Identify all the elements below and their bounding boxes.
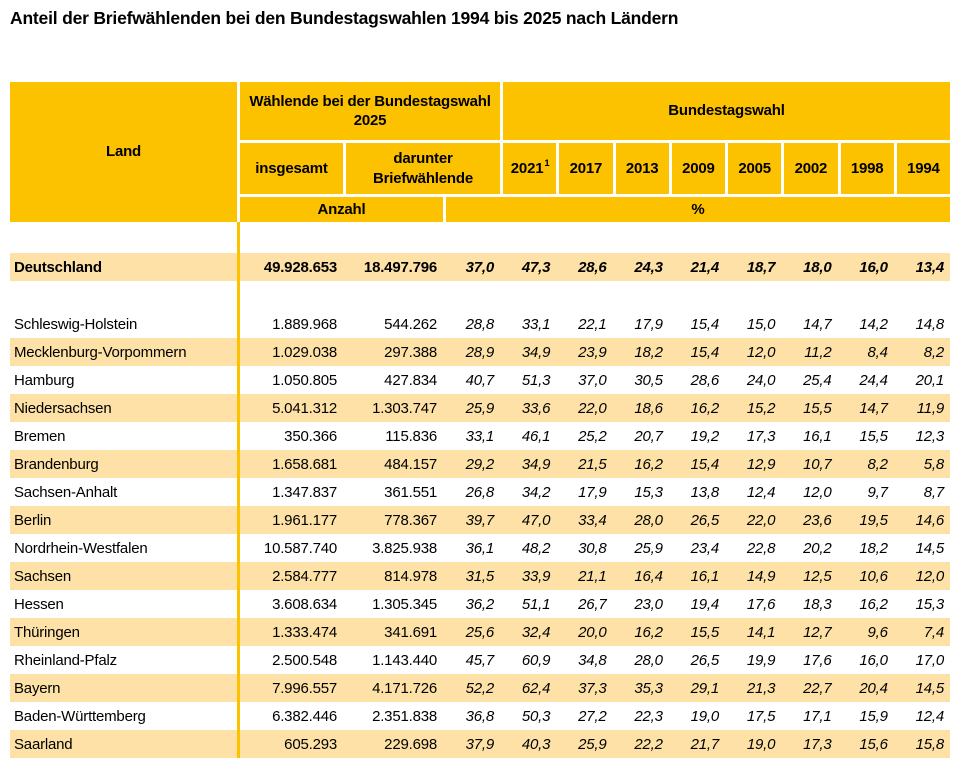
- land-cell: Berlin: [14, 511, 52, 529]
- share-2021-cell: 47,3: [521, 258, 551, 276]
- share-2002-cell: 18,0: [803, 258, 832, 276]
- share-2005-cell: 17,3: [746, 427, 776, 445]
- share-2013-cell: 15,3: [634, 483, 663, 501]
- total-voters-cell: 3.608.634: [272, 595, 337, 613]
- year-label: 2009: [682, 159, 715, 177]
- share-2002-cell: 12,0: [803, 483, 832, 501]
- share-2013-cell: 16,2: [634, 455, 663, 473]
- share-2005-cell: 17,5: [746, 707, 776, 725]
- state-row: [10, 450, 950, 478]
- share-1998-cell: 10,6: [859, 567, 888, 585]
- state-row: [10, 730, 950, 758]
- share-2002-cell: 12,7: [803, 623, 832, 641]
- share-2013-cell: 16,2: [634, 623, 663, 641]
- share-2017-cell: 17,9: [578, 483, 607, 501]
- year-label: 1994: [907, 159, 940, 177]
- state-row: [10, 562, 950, 590]
- share-2013-cell: 25,9: [634, 539, 663, 557]
- share-1994-cell: 20,1: [915, 371, 944, 389]
- year-header-1994: [897, 143, 950, 194]
- share-2021-cell: 60,9: [521, 651, 551, 669]
- state-row: [10, 394, 950, 422]
- share-1994-cell: 7,4: [923, 623, 944, 641]
- share-2005-cell: 12,9: [746, 455, 776, 473]
- share-2021-cell: 62,4: [521, 679, 551, 697]
- share-2009-cell: 16,2: [690, 399, 719, 417]
- postal-share-2025-cell: 40,7: [465, 371, 494, 389]
- share-2005-cell: 22,8: [746, 539, 776, 557]
- share-2002-cell: 17,6: [803, 651, 832, 669]
- year-header-2017: [559, 143, 612, 194]
- share-1998-cell: 15,9: [859, 707, 888, 725]
- share-1998-cell: 8,4: [867, 343, 888, 361]
- land-cell: Rheinland-Pfalz: [14, 651, 117, 669]
- total-voters-cell: 7.996.557: [272, 679, 337, 697]
- share-2013-cell: 35,3: [634, 679, 663, 697]
- state-row: [10, 534, 950, 562]
- postal-share-2025-cell: 26,8: [465, 483, 494, 501]
- postal-share-2025-cell: 33,1: [465, 427, 494, 445]
- state-row: [10, 338, 950, 366]
- state-row: [10, 506, 950, 534]
- share-2002-cell: 14,7: [803, 315, 832, 333]
- share-2021-cell: 40,3: [521, 735, 551, 753]
- state-row: [10, 478, 950, 506]
- share-2002-cell: 18,3: [803, 595, 832, 613]
- postal-share-2025-cell: 25,6: [465, 623, 494, 641]
- share-2005-cell: 19,9: [746, 651, 776, 669]
- total-voters-cell: 1.658.681: [272, 455, 337, 473]
- year-header-2005: [728, 143, 781, 194]
- share-1994-cell: 15,8: [915, 735, 944, 753]
- share-2005-cell: 12,0: [746, 343, 776, 361]
- share-2002-cell: 22,7: [803, 679, 832, 697]
- land-cell: Thüringen: [14, 623, 80, 641]
- land-cell: Bremen: [14, 427, 66, 445]
- postal-voters-cell: 2.351.838: [372, 707, 437, 725]
- postal-share-2025-cell: 45,7: [465, 651, 494, 669]
- share-2009-cell: 21,4: [690, 258, 719, 276]
- share-2002-cell: 17,1: [803, 707, 832, 725]
- share-1994-cell: 12,0: [915, 567, 944, 585]
- total-voters-cell: 350.366: [284, 427, 337, 445]
- share-2002-cell: 20,2: [803, 539, 832, 557]
- share-2013-cell: 18,2: [634, 343, 663, 361]
- total-voters-cell: 1.347.837: [272, 483, 337, 501]
- state-row: [10, 646, 950, 674]
- share-2021-cell: 33,1: [521, 315, 551, 333]
- total-header-cell: insgesamt: [240, 143, 343, 194]
- postal-share-2025-cell: 29,2: [465, 455, 494, 473]
- share-1994-cell: 12,3: [915, 427, 944, 445]
- share-2005-cell: 15,0: [746, 315, 776, 333]
- share-2009-cell: 19,2: [690, 427, 719, 445]
- bundestagswahl-group-cell: Bundestagswahl: [503, 82, 950, 140]
- share-2017-cell: 22,1: [578, 315, 607, 333]
- year-header-2013: [616, 143, 669, 194]
- total-voters-cell: 1.050.805: [272, 371, 337, 389]
- table-header: [10, 82, 950, 222]
- share-1994-cell: 15,3: [915, 595, 944, 613]
- footnote-marker: 1: [544, 158, 550, 170]
- count-unit-cell: Anzahl: [240, 197, 443, 222]
- share-2005-cell: 19,0: [746, 735, 776, 753]
- share-1994-cell: 8,7: [923, 483, 944, 501]
- land-cell: Schleswig-Holstein: [14, 315, 138, 333]
- postal-voters-cell: 778.367: [384, 511, 437, 529]
- postal-share-2025-cell: 36,1: [465, 539, 494, 557]
- share-1994-cell: 11,9: [916, 399, 944, 417]
- share-2013-cell: 16,4: [634, 567, 663, 585]
- share-2017-cell: 21,5: [578, 455, 607, 473]
- state-row: [10, 702, 950, 730]
- share-1998-cell: 15,5: [859, 427, 888, 445]
- share-2005-cell: 18,7: [746, 258, 776, 276]
- share-2009-cell: 16,1: [690, 567, 719, 585]
- postal-share-2025-cell: 39,7: [465, 511, 494, 529]
- total-voters-cell: 10.587.740: [263, 539, 337, 557]
- year-header-2009: [672, 143, 725, 194]
- total-voters-cell: 1.961.177: [272, 511, 337, 529]
- postal-voters-header-cell: darunter Briefwählende: [346, 143, 500, 194]
- share-1994-cell: 13,4: [915, 258, 944, 276]
- land-cell: Sachsen-Anhalt: [14, 483, 118, 501]
- share-2009-cell: 15,5: [690, 623, 719, 641]
- share-2021-cell: 51,3: [521, 371, 551, 389]
- share-1998-cell: 24,4: [859, 371, 888, 389]
- share-2013-cell: 20,7: [634, 427, 663, 445]
- total-voters-cell: 605.293: [284, 735, 337, 753]
- share-2002-cell: 11,2: [804, 343, 832, 361]
- share-2005-cell: 14,1: [746, 623, 776, 641]
- share-2017-cell: 23,9: [578, 343, 607, 361]
- share-1994-cell: 14,8: [915, 315, 944, 333]
- year-label: 1998: [850, 159, 884, 177]
- share-1994-cell: 8,2: [923, 343, 944, 361]
- share-2009-cell: 26,5: [690, 511, 719, 529]
- postal-share-2025-cell: 37,9: [465, 735, 494, 753]
- land-header-cell: Land: [10, 82, 237, 222]
- land-cell: Nordrhein-Westfalen: [14, 539, 148, 557]
- state-row: [10, 310, 950, 338]
- share-2009-cell: 28,6: [690, 371, 719, 389]
- share-2017-cell: 30,8: [578, 539, 607, 557]
- postal-voters-cell: 1.305.345: [372, 595, 437, 613]
- share-1998-cell: 16,0: [859, 651, 888, 669]
- year-label: 2017: [569, 159, 603, 177]
- share-2013-cell: 22,2: [634, 735, 663, 753]
- postal-voters-cell: 115.836: [385, 427, 437, 445]
- share-2009-cell: 13,8: [690, 483, 719, 501]
- year-label: 2013: [625, 159, 659, 177]
- share-2021-cell: 34,9: [521, 343, 551, 361]
- share-2009-cell: 19,4: [690, 595, 719, 613]
- share-2005-cell: 15,2: [746, 399, 776, 417]
- share-2005-cell: 22,0: [746, 511, 776, 529]
- share-2017-cell: 26,7: [578, 595, 607, 613]
- postal-voters-cell: 427.834: [384, 371, 437, 389]
- total-voters-cell: 2.584.777: [272, 567, 337, 585]
- share-2017-cell: 25,9: [578, 735, 607, 753]
- share-2005-cell: 21,3: [746, 679, 776, 697]
- share-1998-cell: 9,6: [867, 623, 888, 641]
- postal-share-2025-cell: 52,2: [465, 679, 494, 697]
- share-1998-cell: 16,0: [859, 258, 888, 276]
- share-2013-cell: 17,9: [634, 315, 663, 333]
- state-row: [10, 422, 950, 450]
- land-cell: Mecklenburg-Vorpommern: [14, 343, 187, 361]
- share-2021-cell: 33,9: [521, 567, 551, 585]
- share-1998-cell: 8,2: [867, 455, 888, 473]
- share-2017-cell: 27,2: [578, 707, 607, 725]
- share-1998-cell: 14,2: [859, 315, 888, 333]
- state-row: [10, 618, 950, 646]
- year-label: 2005: [738, 159, 771, 177]
- postal-share-2025-cell: 31,5: [465, 567, 494, 585]
- land-cell: Baden-Württemberg: [14, 707, 146, 725]
- share-2009-cell: 15,4: [690, 315, 719, 333]
- land-column-divider: [237, 222, 240, 758]
- share-1998-cell: 14,7: [859, 399, 888, 417]
- total-voters-cell: 1.029.038: [272, 343, 337, 361]
- page-title: Anteil der Briefwählenden bei den Bundestagswahlen 1994 bis 2025 nach Ländern: [10, 8, 679, 28]
- total-voters-cell: 1.333.474: [272, 623, 337, 641]
- postal-voters-cell: 484.157: [384, 455, 437, 473]
- postal-voters-cell: 18.497.796: [363, 258, 437, 276]
- share-2021-cell: 47,0: [521, 511, 551, 529]
- postal-voters-cell: 341.691: [384, 623, 437, 641]
- share-2002-cell: 10,7: [803, 455, 832, 473]
- postal-share-2025-cell: 36,2: [465, 595, 494, 613]
- share-2005-cell: 17,6: [746, 595, 776, 613]
- share-2013-cell: 24,3: [634, 258, 663, 276]
- share-1998-cell: 16,2: [859, 595, 888, 613]
- postal-share-2025-cell: 25,9: [465, 399, 494, 417]
- share-2013-cell: 23,0: [634, 595, 663, 613]
- total-voters-cell: 1.889.968: [272, 315, 337, 333]
- share-1994-cell: 14,6: [915, 511, 944, 529]
- postal-voters-cell: 4.171.726: [372, 679, 437, 697]
- share-2009-cell: 29,1: [690, 679, 719, 697]
- share-1998-cell: 19,5: [859, 511, 888, 529]
- share-1998-cell: 18,2: [859, 539, 888, 557]
- land-cell: Bayern: [14, 679, 61, 697]
- table-body: [10, 222, 950, 758]
- share-2002-cell: 17,3: [803, 735, 832, 753]
- share-2017-cell: 22,0: [578, 399, 607, 417]
- summary-states-spacer: [10, 281, 950, 310]
- share-1994-cell: 12,4: [915, 707, 944, 725]
- share-2021-cell: 48,2: [521, 539, 551, 557]
- total-voters-cell: 5.041.312: [272, 399, 337, 417]
- land-cell: Hessen: [14, 595, 64, 613]
- postal-voters-cell: 1.143.440: [372, 651, 437, 669]
- year-header-2021: [503, 143, 556, 194]
- share-2002-cell: 15,5: [803, 399, 832, 417]
- total-voters-cell: 49.928.653: [263, 258, 337, 276]
- postal-voters-cell: 229.698: [384, 735, 437, 753]
- share-2021-cell: 34,9: [521, 455, 551, 473]
- postal-voters-cell: 297.388: [384, 343, 437, 361]
- share-2017-cell: 37,0: [578, 371, 607, 389]
- land-cell: Niedersachsen: [14, 399, 112, 417]
- share-2002-cell: 16,1: [803, 427, 832, 445]
- share-2017-cell: 37,3: [578, 679, 607, 697]
- share-2017-cell: 21,1: [578, 567, 607, 585]
- percent-unit-cell: %: [446, 197, 950, 222]
- share-1998-cell: 20,4: [859, 679, 888, 697]
- postal-voters-cell: 544.262: [384, 315, 437, 333]
- state-row: [10, 366, 950, 394]
- land-cell: Brandenburg: [14, 455, 99, 473]
- postal-voters-cell: 814.978: [384, 567, 437, 585]
- share-2009-cell: 15,4: [690, 455, 719, 473]
- share-2021-cell: 32,4: [521, 623, 551, 641]
- share-2017-cell: 28,6: [578, 258, 607, 276]
- share-1994-cell: 14,5: [915, 539, 944, 557]
- postal-voters-cell: 3.825.938: [372, 539, 437, 557]
- postal-share-2025-cell: 28,8: [465, 315, 494, 333]
- land-cell: Hamburg: [14, 371, 75, 389]
- share-2013-cell: 22,3: [634, 707, 663, 725]
- share-2017-cell: 25,2: [578, 427, 607, 445]
- share-1998-cell: 9,7: [867, 483, 888, 501]
- share-2009-cell: 21,7: [690, 735, 719, 753]
- share-1998-cell: 15,6: [859, 735, 888, 753]
- state-row: [10, 590, 950, 618]
- share-2013-cell: 18,6: [634, 399, 663, 417]
- share-2009-cell: 23,4: [690, 539, 719, 557]
- share-2021-cell: 51,1: [521, 595, 551, 613]
- land-cell: Deutschland: [14, 258, 102, 276]
- share-2013-cell: 28,0: [634, 511, 663, 529]
- year-header-2002: [784, 143, 837, 194]
- share-2013-cell: 30,5: [634, 371, 663, 389]
- share-2021-cell: 46,1: [521, 427, 551, 445]
- share-2017-cell: 20,0: [578, 623, 607, 641]
- share-2002-cell: 12,5: [803, 567, 832, 585]
- share-2009-cell: 15,4: [690, 343, 719, 361]
- postal-voters-cell: 1.303.747: [372, 399, 437, 417]
- total-voters-cell: 2.500.548: [272, 651, 337, 669]
- summary-row-deutschland: [10, 253, 950, 281]
- share-2021-cell: 50,3: [521, 707, 551, 725]
- share-2021-cell: 34,2: [521, 483, 551, 501]
- share-2005-cell: 12,4: [746, 483, 776, 501]
- share-2021-cell: 33,6: [521, 399, 551, 417]
- postal-voting-table: [10, 82, 950, 758]
- year-label: 2002: [794, 159, 828, 177]
- share-2002-cell: 25,4: [803, 371, 832, 389]
- voters-2025-group-cell: Wählende bei der Bundestagswahl 2025: [240, 82, 500, 140]
- postal-voters-cell: 361.551: [384, 483, 437, 501]
- share-1994-cell: 5,8: [923, 455, 944, 473]
- postal-share-2025-cell: 28,9: [465, 343, 494, 361]
- header-body-spacer: [10, 222, 950, 253]
- state-row: [10, 674, 950, 702]
- land-cell: Saarland: [14, 735, 73, 753]
- share-2005-cell: 24,0: [746, 371, 776, 389]
- year-label: 2021: [510, 159, 544, 177]
- share-2017-cell: 34,8: [578, 651, 607, 669]
- share-2013-cell: 28,0: [634, 651, 663, 669]
- postal-share-2025-cell: 36,8: [465, 707, 494, 725]
- share-1994-cell: 14,5: [915, 679, 944, 697]
- share-2002-cell: 23,6: [803, 511, 832, 529]
- share-1994-cell: 17,0: [915, 651, 944, 669]
- share-2009-cell: 26,5: [690, 651, 719, 669]
- share-2009-cell: 19,0: [690, 707, 719, 725]
- total-voters-cell: 6.382.446: [272, 707, 337, 725]
- land-cell: Sachsen: [14, 567, 71, 585]
- year-header-1998: [841, 143, 894, 194]
- share-2005-cell: 14,9: [746, 567, 776, 585]
- postal-share-2025-cell: 37,0: [465, 258, 494, 276]
- share-2017-cell: 33,4: [578, 511, 607, 529]
